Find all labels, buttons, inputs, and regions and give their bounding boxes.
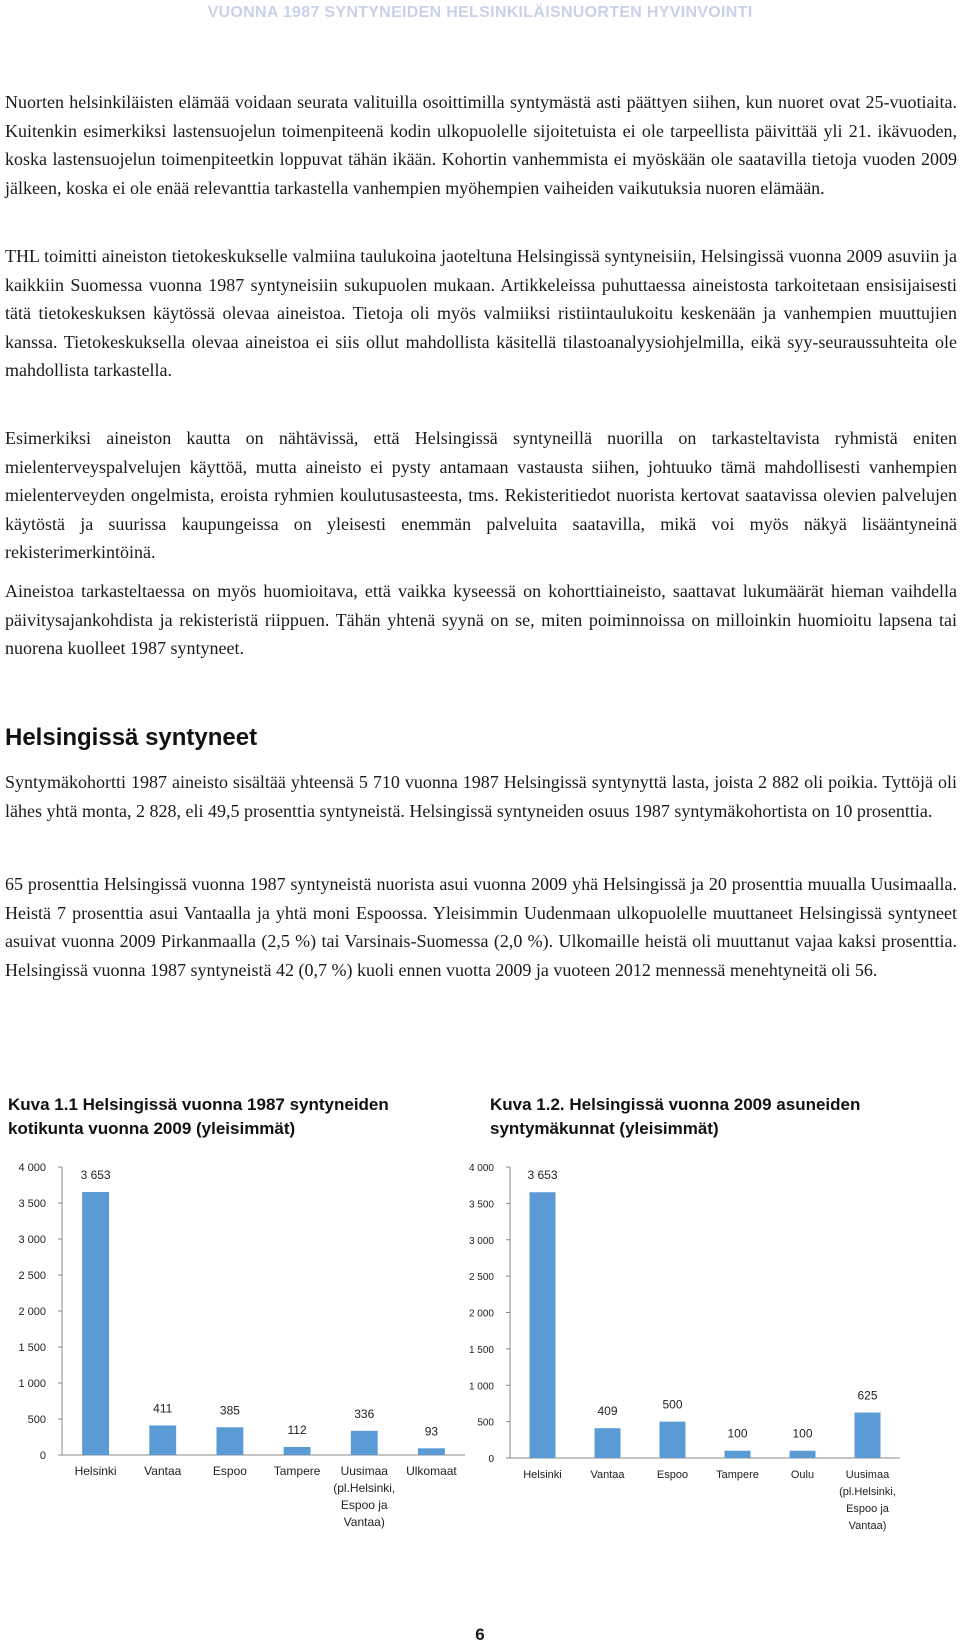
section-heading: Helsingissä syntyneet	[5, 724, 258, 751]
body-paragraph: Esimerkiksi aineiston kautta on nähtävissä, että Helsingissä syntyneillä nuorilla on tarkasteltavista ryhmistä eniten mielenterveyspalvelujen käyttöä, mutta aineisto ei pysty antamaan vastausta siihen, johtuuko tämä mahdollisesti vanhempien mielenterveyden ongelmista, eroista ryhmien koulutusasteesta, tms. Rekisteritiedot nuorista kertovat saatavissa olevien palvelujen käytöstä ja suurissa kaupungeissa on yleisesti enemmän palveluita saatavilla, mikä voi myös näkyä lisääntyneinä rekisterimerkintöinä.	[5, 428, 957, 562]
y-tick-label: 2 000	[468, 1308, 494, 1320]
data-label: 385	[219, 1403, 240, 1418]
y-tick-label: 4 000	[468, 1163, 494, 1174]
data-label: 100	[727, 1426, 748, 1441]
y-tick-label: 500	[477, 1417, 494, 1429]
category-label: Vantaa)	[343, 1515, 385, 1529]
category-label: Espoo	[212, 1464, 247, 1478]
bar	[149, 1425, 176, 1455]
y-tick-label: 3 000	[468, 1235, 494, 1247]
data-label: 409	[597, 1404, 618, 1419]
y-tick-label: 3 500	[18, 1198, 46, 1210]
category-label: Espoo ja	[846, 1503, 889, 1515]
section-paragraph: Syntymäkohortti 1987 aineisto sisältää yhteensä 5 710 vuonna 1987 Helsingissä syntynyttä lasta, joista 2 882 oli poikia. Tyttöjä oli lähes yhtä monta, 2 828, eli 49,5 prosenttia syntyneistä. Helsingissä syntyneiden osuus 1987 syntymäkohortista on 10 prosenttia.	[5, 772, 957, 821]
y-tick-label: 1 500	[468, 1344, 494, 1356]
bar	[855, 1413, 881, 1458]
data-label: 112	[287, 1422, 307, 1437]
category-label: Helsinki	[523, 1469, 562, 1481]
y-tick-label: 3 500	[468, 1199, 494, 1211]
category-label: Vantaa	[144, 1464, 182, 1478]
bar	[82, 1192, 109, 1455]
data-label: 411	[153, 1401, 173, 1416]
category-label: Tampere	[716, 1469, 759, 1481]
category-label: Helsinki	[74, 1464, 117, 1478]
bar-chart-birth-municipality	[468, 1160, 950, 1600]
y-tick-label: 500	[27, 1414, 46, 1426]
category-label: Vantaa)	[848, 1520, 887, 1532]
data-label: 3 653	[527, 1168, 558, 1183]
y-tick-label: 3 000	[18, 1234, 46, 1246]
y-tick-label: 0	[488, 1454, 494, 1465]
category-label: Espoo ja	[340, 1498, 388, 1512]
category-label: Espoo	[656, 1469, 689, 1481]
category-label: Vantaa	[590, 1469, 625, 1481]
category-label: Ulkomaat	[406, 1464, 457, 1478]
data-label: 500	[662, 1397, 683, 1412]
bar	[418, 1448, 445, 1455]
running-header: VUONNA 1987 SYNTYNEIDEN HELSINKILÄISNUORTEN HYVINVOINTI	[207, 4, 753, 21]
data-label: 100	[792, 1426, 813, 1441]
page-number: 6	[475, 1625, 485, 1644]
y-tick-label: 1 000	[18, 1378, 46, 1390]
bar	[660, 1422, 686, 1458]
category-label: (pl.Helsinki,	[333, 1481, 396, 1495]
bar	[725, 1451, 751, 1458]
data-label: 625	[857, 1388, 878, 1403]
category-label: Tampere	[273, 1464, 321, 1478]
chart-title: Kuva 1.2. Helsingissä vuonna 2009 asuneiden syntymäkunnat (yleisimmät)	[490, 1095, 861, 1138]
bar	[530, 1192, 556, 1458]
y-tick-label: 2 500	[18, 1270, 46, 1282]
y-tick-label: 2 000	[18, 1306, 46, 1318]
y-tick-label: 2 500	[468, 1272, 494, 1284]
bar-chart-home-municipality	[0, 1160, 470, 1600]
body-paragraph: Nuorten helsinkiläisten elämää voidaan seurata valituilla osoittimilla syntymästä asti päättyen siihen, kun nuoret ovat 25-vuotiaita. Kuitenkin esimerkiksi lastensuojelun toimenpiteenä kodin ulkopuolelle sijoitetuista ei ole tarpeellista päivittää yli 21. ikävuoden, koska lastensuojelun toimenpiteetkin loppuvat tähän ikään. Kohortin vanhemmista ei myöskään ole saatavilla tietoja vuoden 2009 jälkeen, koska ei ole enää relevanttia tarkastella vanhempien myöhempien vaiheiden vaikutuksia nuoren elämään.	[5, 92, 957, 198]
bar	[790, 1451, 816, 1458]
y-tick-label: 4 000	[18, 1162, 46, 1174]
bar	[284, 1447, 311, 1455]
data-label: 336	[354, 1406, 375, 1421]
category-label: Uusimaa	[340, 1464, 388, 1478]
data-label: 93	[424, 1424, 439, 1439]
chart-title: Kuva 1.1 Helsingissä vuonna 1987 syntyneiden kotikunta vuonna 2009 (yleisimmät)	[8, 1095, 389, 1138]
category-label: Oulu	[790, 1469, 815, 1481]
section-paragraph: 65 prosenttia Helsingissä vuonna 1987 syntyneistä nuorista asui vuonna 2009 yhä Helsingissä ja 20 prosenttia muualla Uusimaalla. Heistä 7 prosenttia asui Vantaalla ja yhtä moni Espoossa. Yleisimmin Uudenmaan ulkopuolelle muuttaneet Helsingissä syntyneet asuivat vuonna 2009 Pirkanmaalla (2,5 %) tai Varsinais-Suomessa (2,0 %). Ulkomaille heistä oli muuttanut vajaa kaksi prosenttia. Helsingissä vuonna 1987 syntyneistä 42 (0,7 %) kuoli ennen vuotta 2009 ja vuoteen 2012 mennessä menehtyneitä oli 56.	[5, 874, 957, 980]
y-tick-label: 1 500	[18, 1342, 46, 1354]
bar	[595, 1428, 621, 1458]
data-label: 3 653	[80, 1167, 111, 1182]
category-label: Uusimaa	[845, 1469, 890, 1481]
category-label: (pl.Helsinki,	[839, 1486, 896, 1498]
bar	[216, 1427, 243, 1455]
y-tick-label: 0	[39, 1450, 46, 1462]
y-tick-label: 1 000	[468, 1381, 494, 1393]
body-paragraph: Aineistoa tarkasteltaessa on myös huomioitava, että vaikka kyseessä on kohorttiaineisto, saattavat lukumäärät hieman vaihdella päivitysajankohdista ja rekisteristä riippuen. Tähän yhtenä syynä on se, miten poiminnoissa on milloinkin huomioitu lapsena tai nuorena kuolleet 1987 syntyneet.	[5, 581, 957, 658]
body-paragraph: THL toimitti aineiston tietokeskukselle valmiina taulukoina jaoteltuna Helsingissä syntyneisiin, Helsingissä vuonna 2009 asuviin ja kaikkiin Suomessa vuonna 1987 syntyneisiin sukupuolen mukaan. Artikkeleissa puhuttaessa aineistosta tarkoitetaan ensisijaisesti tätä tietokeskuksen käytössä olevaa aineistoa. Tietoja oli myös valmiiksi ristiintaulukoitu keskenään ja vanhempien muuttujien kanssa. Tietokeskuksella olevaa aineistoa ei siis ollut mahdollista käsitellä tilastoanalyysiohjelmilla, eikä syy-seuraussuhteita ole mahdollista tarkastella.	[5, 246, 957, 380]
bar	[351, 1431, 378, 1455]
